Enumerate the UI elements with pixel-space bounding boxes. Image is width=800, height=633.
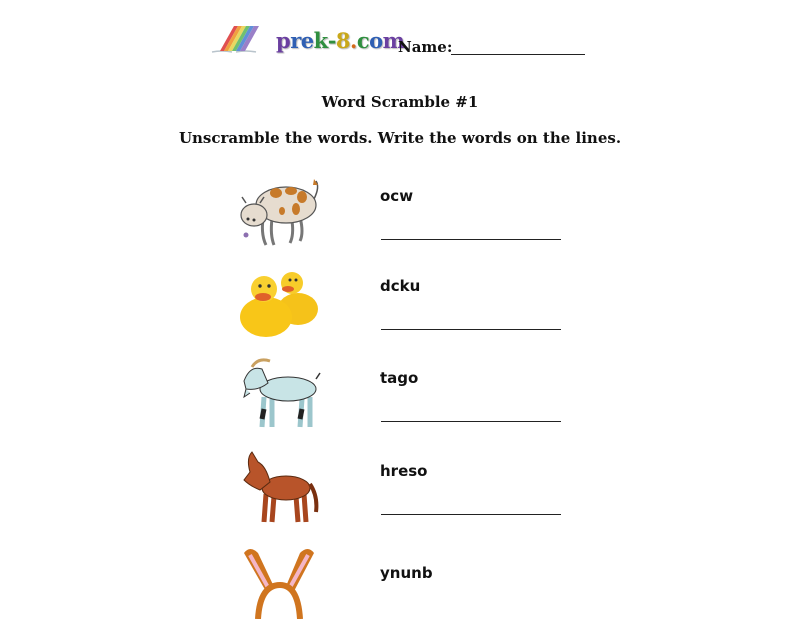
scrambled-word: dcku — [380, 277, 421, 295]
scrambled-word: hreso — [380, 462, 428, 480]
logo-letter: - — [327, 28, 336, 53]
worksheet-title: Word Scramble #1 — [321, 93, 479, 111]
cow-icon — [236, 175, 322, 251]
logo-letter: 8 — [335, 28, 351, 53]
goat-icon — [236, 357, 322, 433]
scramble-item-goat — [236, 357, 576, 447]
answer-line[interactable] — [381, 514, 561, 515]
scrambled-word: tago — [380, 369, 419, 387]
scrambled-word: ocw — [380, 187, 414, 205]
scrambled-word: ynunb — [380, 564, 433, 582]
name-label: Name: — [398, 38, 453, 56]
worksheet-header — [0, 0, 800, 70]
logo-letter: p — [276, 28, 291, 53]
logo-letter: . — [350, 28, 357, 53]
logo-letter: o — [369, 28, 383, 53]
bunny-icon — [236, 543, 322, 619]
logo-letter: r — [290, 28, 301, 53]
answer-line[interactable] — [381, 421, 561, 422]
name-write-line[interactable] — [451, 54, 585, 55]
answer-line[interactable] — [381, 239, 561, 240]
logo-letter: m — [382, 28, 405, 53]
scramble-item-cow — [236, 175, 576, 265]
horse-icon — [236, 450, 322, 526]
logo-letter: c — [356, 28, 370, 53]
worksheet-instructions: Unscramble the words. Write the words on the lines. — [178, 129, 622, 147]
prek8-logo — [276, 28, 404, 53]
scramble-item-duck — [236, 265, 576, 355]
answer-line[interactable] — [381, 329, 561, 330]
scramble-item-bunny — [236, 543, 576, 633]
duck-icon — [236, 265, 322, 341]
rainbow-logo-icon — [210, 24, 260, 54]
logo-letter: e — [300, 28, 314, 53]
scramble-item-horse — [236, 450, 576, 540]
logo-letter: k — [313, 28, 328, 53]
